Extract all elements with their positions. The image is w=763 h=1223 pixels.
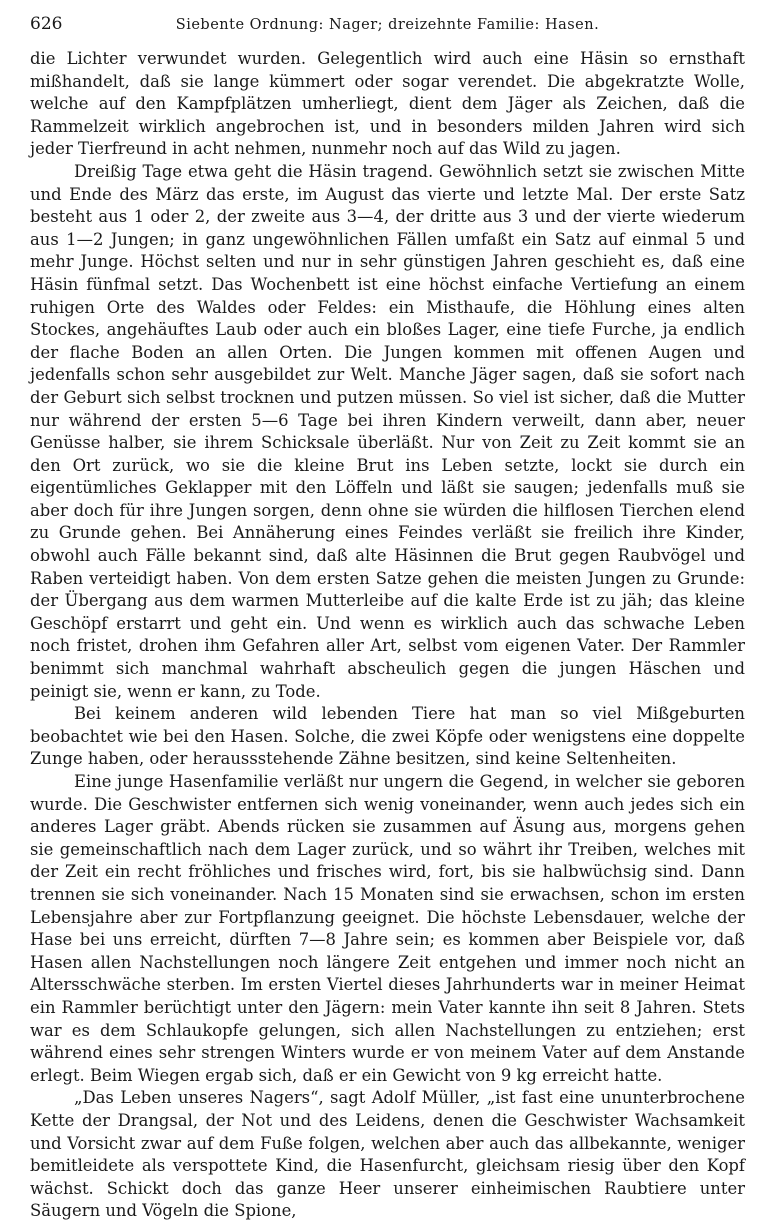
body-text bbox=[30, 48, 745, 1223]
paragraph-quote: „Das Leben unseres Nagers“, sagt Adolf Müller, „ist fast eine ununterbrochene Kette der Drangsal, der Not und des Leidens, denen die Geschwister Wachsamkeit und Vorsicht zwar auf dem Fuße folgen, welchen aber auch das allbekannte, weniger bemitleidete als verspottete Kind, die Hasenfurcht, gleichsam riesig über den Kopf wächst. Schickt doch das ganze Heer unserer einheimischen Raubtiere unter Säugern und Vögeln die Spione, bbox=[30, 1088, 745, 1221]
paragraph-gestation: Dreißig Tage etwa geht die Häsin tragend. Gewöhnlich setzt sie zwischen Mitte und Ende des März das erste, im August das vierte und letzte Mal. Der erste Satz besteht aus 1 oder 2, der zweite aus 3—4, der dritte aus 3 und der vierte wiederum aus 1—2 Jungen; in ganz ungewöhnlichen Fällen umfaßt ein Satz auf einmal 5 und mehr Junge. Höchst selten und nur in sehr günstigen Jahren geschieht es, daß eine Häsin fünfmal setzt. Das Wochenbett ist eine höchst einfache Vertiefung an einem ruhigen Orte des Waldes oder Feldes: ein Misthaufe, die Höhlung eines alten Stockes, angehäuftes Laub oder auch ein bloßes Lager, eine tiefe Furche, ja endlich der flache Boden an allen Orten. Die Jungen kommen mit offenen Augen und jedenfalls schon sehr ausgebildet zur Welt. Manche Jäger sagen, daß sie sofort nach der Geburt sich selbst trocknen und putzen müssen. So viel ist sicher, daß die Mutter nur während der ersten 5—6 Tage bei ihren Kindern verweilt, dann aber, neuer Genüsse halber, sie ihrem Schicksale überläßt. Nur von Zeit zu Zeit kommt sie an den Ort zurück, wo sie die kleine Brut ins Leben setzte, lockt sie durch ein eigentümliches Geklapper mit den Löffeln und läßt sie saugen; jedenfalls muß sie aber doch für ihre Jungen sorgen, denn ohne sie würden die hilflosen Tierchen elend zu Grunde gehen. Bei Annäherung eines Feindes verläßt sie freilich ihre Kinder, obwohl auch Fälle bekannt sind, daß alte Häsinnen die Brut gegen Raubvögel und Raben verteidigt haben. Von dem ersten Satze gehen die meisten Jungen zu Grunde: der Übergang aus dem warmen Mutterleibe auf die kalte Erde ist zu jäh; das kleine Geschöpf erstarrt und geht ein. Und wenn es wirklich auch das schwache Leben noch fristet, drohen ihm Gefahren aller Art, selbst vom eigenen Vater. Der Rammler benimmt sich manchmal wahrhaft abscheulich gegen die jungen Häschen und peinigt sie, wenn er kann, zu Tode. bbox=[30, 161, 745, 701]
paragraph-continuation: die Lichter verwundet wurden. Gelegentlich wird auch eine Häsin so ernsthaft mißhandelt, daß sie lange kümmert oder sogar verendet. Die abgekratzte Wolle, welche auf den Kampfplätzen umherliegt, dient dem Jäger als Zeichen, daß die Rammelzeit wirklich angebrochen ist, und in besonders milden Jahren wird sich jeder Tierfreund in acht nehmen, nunmehr noch auf das Wild zu jagen. bbox=[30, 49, 745, 159]
page-number: 626 bbox=[30, 14, 63, 34]
page-header bbox=[30, 14, 745, 48]
paragraph-malformations: Bei keinem anderen wild lebenden Tiere hat man so viel Mißgeburten beobachtet wie bei den Hasen. Solche, die zwei Köpfe oder wenigstens eine doppelte Zunge haben, oder heraussstehende Zähne besitzen, sind keine Seltenheiten. bbox=[30, 704, 745, 769]
running-head: Siebente Ordnung: Nager; dreizehnte Familie: Hasen. bbox=[175, 17, 600, 33]
paragraph-family-life: Eine junge Hasenfamilie verläßt nur ungern die Gegend, in welcher sie geboren wurde. Die Geschwister entfernen sich wenig voneinander, wenn auch jedes sich ein anderes Lager gräbt. Abends rücken sie zusammen auf Äsung aus, morgens gehen sie gemeinschaftlich nach dem Lager zurück, und so währt ihr Treiben, welches mit der Zeit ein recht fröhliches und frisches wird, fort, bis sie halbwüchsig sind. Dann trennen sie sich voneinander. Nach 15 Monaten sind sie erwachsen, schon im ersten Lebensjahre aber zur Fortpflanzung geeignet. Die höchste Lebensdauer, welche der Hase bei uns erreicht, dürften 7—8 Jahre sein; es kommen aber Beispiele vor, daß Hasen allen Nachstellungen noch längere Zeit entgehen und immer noch nicht an Altersschwäche sterben. Im ersten Viertel dieses Jahrhunderts war in meiner Heimat ein Rammler berüchtigt unter den Jägern: mein Vater kannte ihn seit 8 Jahren. Stets war es dem Schlaukopfe gelungen, sich allen Nachstellungen zu entziehen; erst während eines sehr strengen Winters wurde er von meinem Vater auf dem Anstande erlegt. Beim Wiegen ergab sich, daß er ein Gewicht von 9 kg erreicht hatte. bbox=[30, 772, 745, 1085]
